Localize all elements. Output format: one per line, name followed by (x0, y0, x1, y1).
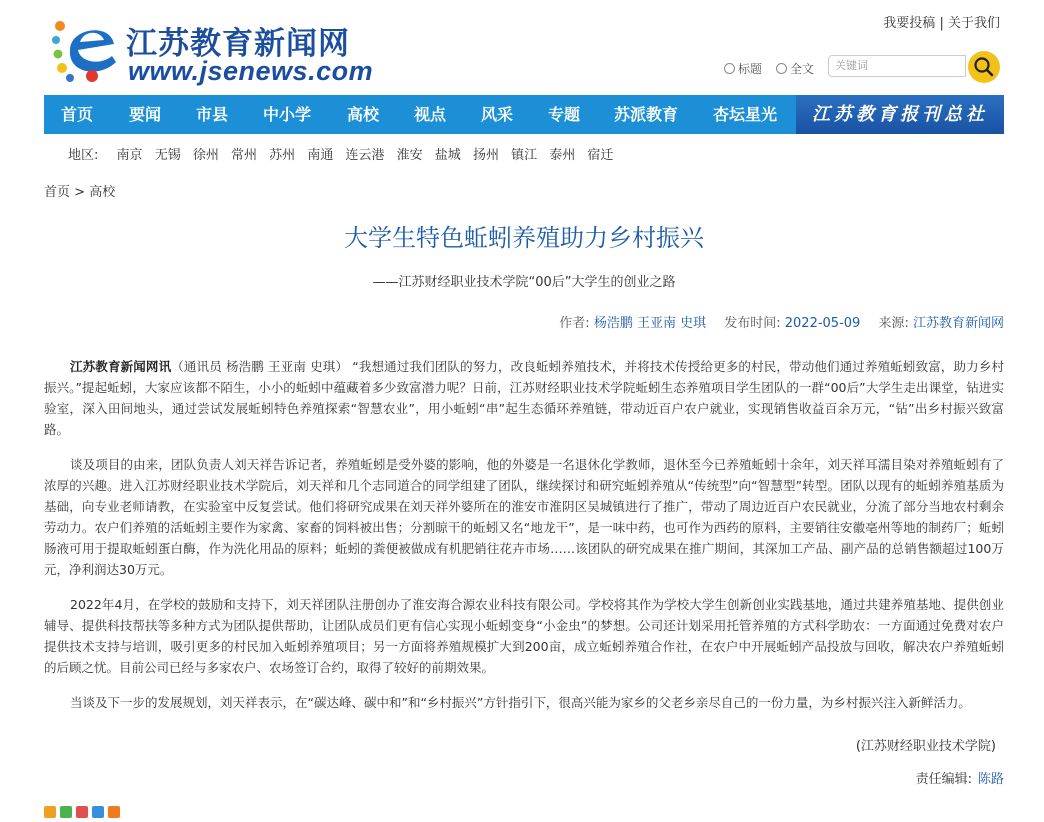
nav-item-style[interactable]: 风采 (481, 105, 514, 124)
share-more-icon[interactable] (108, 806, 120, 818)
region-nantong[interactable]: 南通 (307, 148, 334, 163)
article-body (44, 356, 1004, 727)
region-bar (68, 144, 621, 163)
nav-item-colleges[interactable]: 高校 (347, 105, 380, 124)
article-org: (江苏财经职业技术学院) (855, 739, 996, 754)
nav-brand-banner[interactable]: 江苏教育报刊总社 (796, 95, 1004, 134)
site-name-en: www.jsenews.com (128, 56, 374, 86)
breadcrumb-separator: > (74, 185, 86, 200)
radio-fulltext-icon (776, 63, 787, 74)
site-name-cn: 江苏教育新闻网 (126, 26, 350, 62)
region-suzhou[interactable]: 苏州 (269, 148, 296, 163)
contribute-link[interactable]: 我要投稿 (883, 16, 936, 31)
editor-line (916, 768, 1004, 787)
breadcrumb (44, 181, 115, 200)
search-bar (724, 53, 1004, 81)
editor-name: 陈路 (977, 772, 1004, 787)
search-option-fulltext-label: 全文 (790, 62, 815, 76)
region-nanjing[interactable]: 南京 (116, 148, 143, 163)
nav-item-schools[interactable]: 中小学 (263, 105, 312, 124)
author-label: 作者: (559, 316, 590, 331)
search-option-title-label: 标题 (738, 62, 763, 76)
search-button[interactable] (968, 51, 1000, 83)
share-weibo-icon[interactable] (76, 806, 88, 818)
share-wechat-icon[interactable] (60, 806, 72, 818)
region-taizhou[interactable]: 泰州 (549, 148, 576, 163)
nav-item-xingtan[interactable]: 杏坛星光 (713, 105, 778, 124)
time-value: 2022-05-09 (784, 316, 861, 331)
share-qq-icon[interactable] (92, 806, 104, 818)
article-paragraph (44, 454, 1004, 580)
search-input[interactable]: 关键词 (828, 55, 966, 77)
article-paragraph (44, 594, 1004, 678)
logo-e-icon (48, 10, 124, 86)
region-xuzhou[interactable]: 徐州 (192, 148, 219, 163)
share-qzone-icon[interactable] (44, 806, 56, 818)
about-link[interactable]: 关于我们 (947, 16, 1000, 31)
time-label: 发布时间: (724, 316, 781, 331)
article-title: 大学生特色蚯蚓养殖助力乡村振兴 (344, 224, 704, 252)
source-label: 来源: (878, 316, 909, 331)
region-label: 地区: (68, 148, 99, 163)
lead-agency: 江苏教育新闻网讯 (70, 359, 172, 374)
paragraph-3-text: 2022年4月，在学校的鼓励和支持下，刘天祥团队注册创办了淮安海合源农业科技有限公司。学校将其作为学校大学生创新创业实践基地，通过共建养殖基地、提供创业辅导、提供科技帮扶等多种方式为团队提供帮助，让团队成员们更有信心实现小蚯蚓变身“小金虫”的梦想。公司还计划采用托管养殖的方式科学助农：一方面通过免费对农户提供技术支持与培训，吸引更多的村民加入蚯蚓养殖项目；另一方面将养殖规模扩大到200亩，成立蚯蚓养殖合作社，在农户中开展蚯蚓产品投放与回收，解决农户养殖蚯蚓的后顾之忧。目前公司已经与多家农户、农场签订合约，取得了较好的前期效果。 (44, 597, 1004, 675)
nav-item-supai[interactable]: 苏派教育 (614, 105, 679, 124)
article-paragraph (44, 692, 1004, 713)
region-lianyungang[interactable]: 连云港 (345, 148, 385, 163)
article-paragraph (44, 356, 1004, 440)
source-value[interactable]: 江苏教育新闻网 (912, 316, 1004, 331)
nav-item-cities[interactable]: 市县 (196, 105, 229, 124)
breadcrumb-section[interactable]: 高校 (89, 185, 116, 200)
region-suqian[interactable]: 宿迁 (587, 148, 614, 163)
top-links-separator: | (939, 16, 944, 31)
search-option-fulltext[interactable] (776, 60, 814, 77)
paragraph-1-text: （通讯员 杨浩鹏 王亚南 史琪） “我想通过我们团队的努力，改良蚯蚓养殖技术，并将技术传授给更多的村民，带动他们通过养殖蚯蚓致富，助力乡村振兴。”提起蚯蚓，大家应该都不陌生，小小的蚯蚓中蕴藏着多少致富潜力呢？日前，江苏财经职业技术学院蚯蚓生态养殖项目学生团队的一群“00后”大学生走出课堂，钻进实验室，深入田间地头，通过尝试发展蚯蚓特色养殖探索“智慧农业”，用小蚯蚓“串”起生态循环养殖链，带动近百户农户就业，实现销售收益百余万元，“钻”出乡村振兴致富路。 (44, 359, 1004, 437)
region-zhenjiang[interactable]: 镇江 (511, 148, 538, 163)
article-meta (559, 312, 1004, 331)
nav-item-home[interactable]: 首页 (61, 105, 94, 124)
editor-label: 责任编辑: (915, 772, 972, 787)
nav-item-topics[interactable]: 专题 (548, 105, 581, 124)
nav-item-viewpoint[interactable]: 视点 (414, 105, 447, 124)
region-huaian[interactable]: 淮安 (396, 148, 423, 163)
nav-item-news[interactable]: 要闻 (129, 105, 162, 124)
author-value[interactable]: 杨浩鹏 王亚南 史琪 (593, 316, 707, 331)
article-subtitle: ——江苏财经职业技术学院“00后”大学生的创业之路 (372, 275, 676, 290)
paragraph-4-text: 当谈及下一步的发展规划，刘天祥表示，在“碳达峰、碳中和”和“乡村振兴”方针指引下，很高兴能为家乡的父老乡亲尽自己的一份力量，为乡村振兴注入新鲜活力。 (70, 695, 971, 710)
search-icon (968, 51, 1000, 83)
top-links (883, 12, 1000, 31)
region-yancheng[interactable]: 盐城 (434, 148, 461, 163)
share-bar (44, 806, 124, 818)
region-wuxi[interactable]: 无锡 (154, 148, 181, 163)
site-logo[interactable] (44, 10, 384, 90)
region-changzhou[interactable]: 常州 (231, 148, 258, 163)
search-option-title[interactable] (724, 60, 762, 77)
paragraph-2-text: 谈及项目的由来，团队负责人刘天祥告诉记者，养殖蚯蚓是受外婆的影响，他的外婆是一名退休化学教师，退休至今已养殖蚯蚓十余年，刘天祥耳濡目染对养殖蚯蚓有了浓厚的兴趣。进入江苏财经职业技术学院后，刘天祥和几个志同道合的同学组建了团队，继续探讨和研究蚯蚓养殖从“传统型”向“智慧型”转型。团队以现有的蚯蚓养殖基质为基础，向专业老师请教，在实验室中反复尝试。他们将研究成果在刘天祥外婆所在的淮安市淮阴区吴城镇进行了推广，带动了周边近百户农民就业，分流了部分当地农村剩余劳动力。农户们养殖的活蚯蚓主要作为家禽、家畜的饲料被出售；分割晾干的蚯蚓又名“地龙干”，是一味中药，也可作为西药的原料，主要销往安徽亳州等地的制药厂；蚯蚓肠液可用于提取蚯蚓蛋白酶，作为洗化用品的原料；蚯蚓的粪便被做成有机肥销往花卉市场……该团队的研究成果在推广期间，其深加工产品、副产品的总销售额超过100万元，净利润达30万元。 (44, 457, 1004, 577)
main-nav (44, 95, 1004, 134)
breadcrumb-home[interactable]: 首页 (44, 185, 71, 200)
region-yangzhou[interactable]: 扬州 (472, 148, 499, 163)
radio-title-icon (724, 63, 735, 74)
